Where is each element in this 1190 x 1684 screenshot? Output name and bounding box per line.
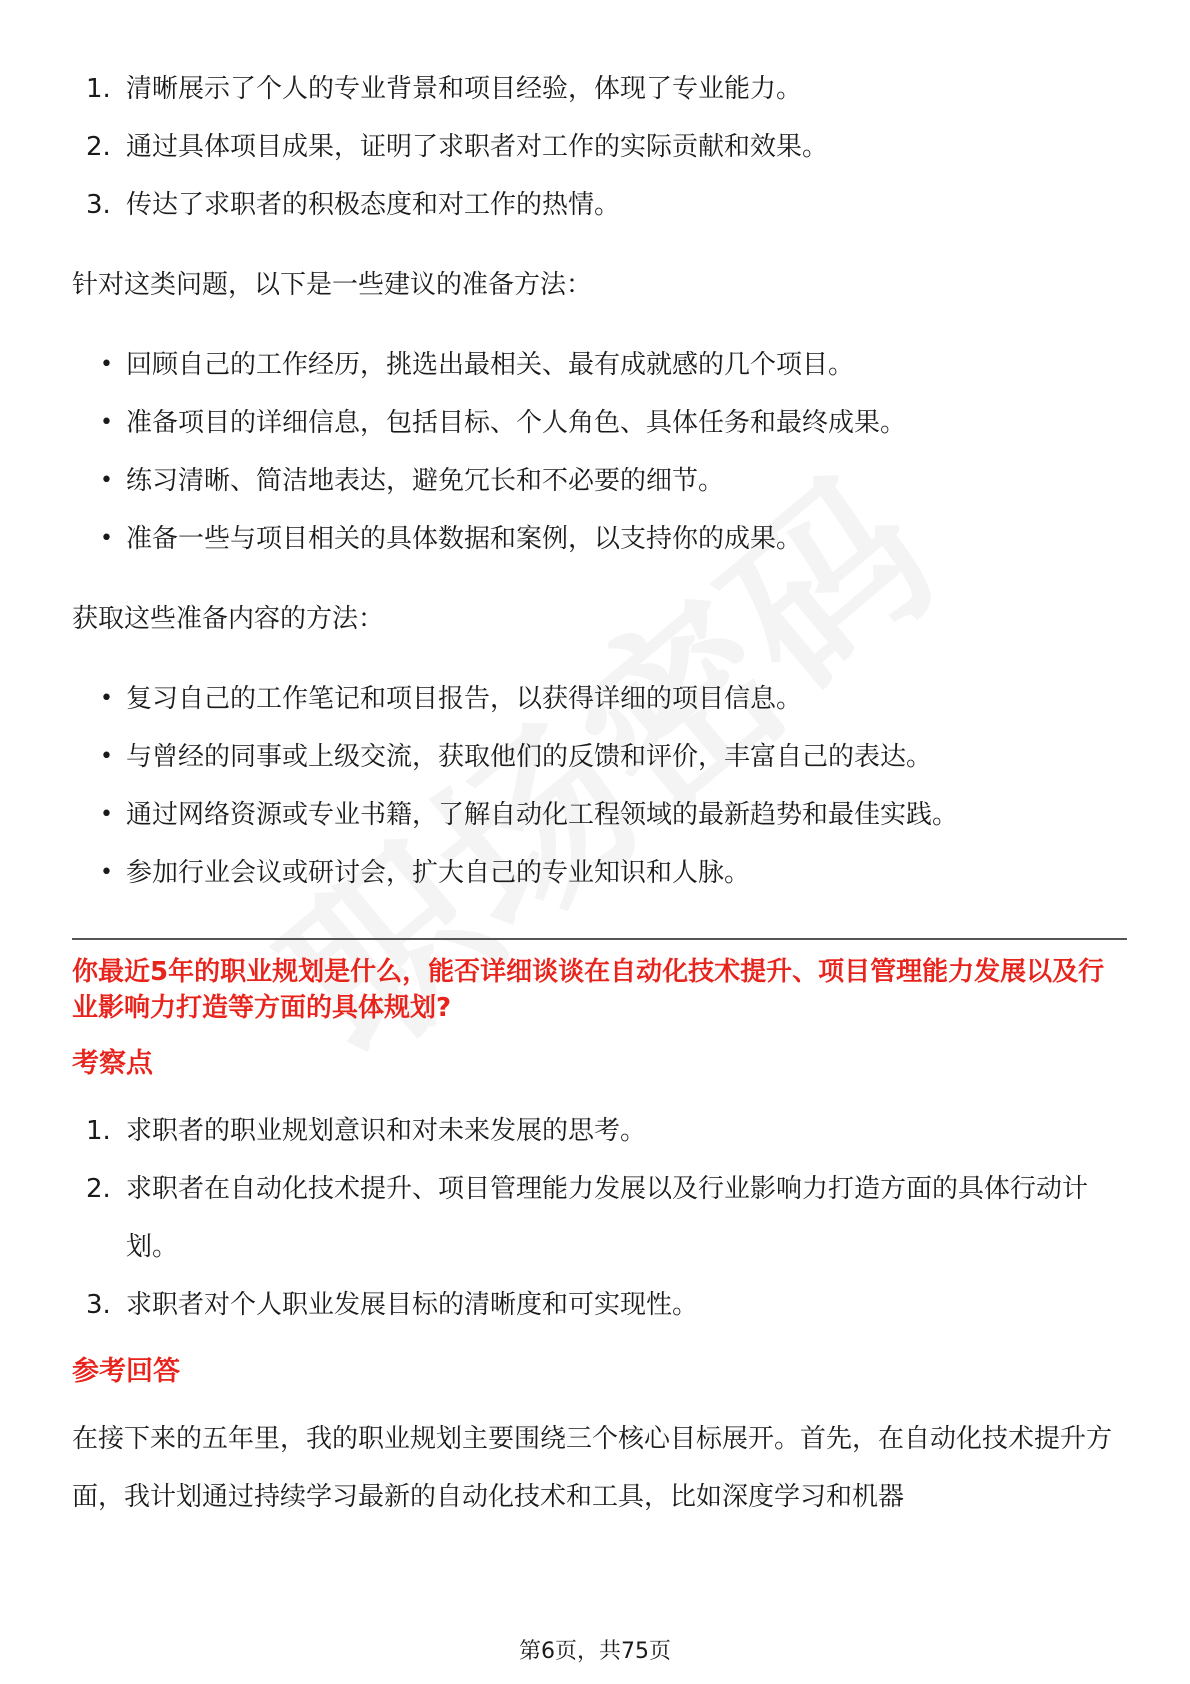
- list-item: [72, 60, 1127, 118]
- bullet-icon: •: [100, 468, 113, 493]
- intro-paragraph-1: 针对这类问题，以下是一些建议的准备方法：: [72, 270, 593, 300]
- page-content: [72, 60, 1127, 1526]
- list-item: [72, 1160, 1127, 1276]
- list-number: 2.: [86, 132, 111, 162]
- bullet-list-2: [72, 670, 1127, 902]
- list-item-text: 练习清晰、简洁地表达，避免冗长和不必要的细节。: [126, 466, 725, 496]
- list-item: [72, 728, 1127, 786]
- list-item-text: 清晰展示了个人的专业背景和项目经验，体现了专业能力。: [126, 74, 803, 104]
- list-number: 3.: [86, 190, 111, 220]
- list-number: 3.: [86, 1290, 111, 1320]
- interview-question: 你最近5年的职业规划是什么，能否详细谈谈在自动化技术提升、项目管理能力发展以及行业影响力打造等方面的具体规划?: [72, 957, 1105, 1023]
- list-item-text: 求职者在自动化技术提升、项目管理能力发展以及行业影响力打造方面的具体行动计划。: [126, 1174, 1089, 1262]
- list-item-text: 与曾经的同事或上级交流，获取他们的反馈和评价，丰富自己的表达。: [126, 742, 933, 772]
- bullet-icon: •: [100, 686, 113, 711]
- bullet-icon: •: [100, 744, 113, 769]
- list-item-text: 复习自己的工作笔记和项目报告，以获得详细的项目信息。: [126, 684, 803, 714]
- list-item: [72, 118, 1127, 176]
- list-item: [72, 844, 1127, 902]
- bullet-list-1: [72, 336, 1127, 568]
- list-item: [72, 176, 1127, 234]
- list-item-text: 通过具体项目成果，证明了求职者对工作的实际贡献和效果。: [126, 132, 829, 162]
- list-item: [72, 786, 1127, 844]
- list-item: [72, 452, 1127, 510]
- section-divider: [72, 938, 1127, 940]
- list-item: [72, 670, 1127, 728]
- list-item: [72, 510, 1127, 568]
- intro-paragraph-2: 获取这些准备内容的方法：: [72, 604, 385, 634]
- answer-paragraph: 在接下来的五年里，我的职业规划主要围绕三个核心目标展开。首先，在自动化技术提升方面，我计划通过持续学习最新的自动化技术和工具，比如深度学习和机器: [72, 1424, 1113, 1512]
- list-item-text: 传达了求职者的积极态度和对工作的热情。: [126, 190, 621, 220]
- list-item: [72, 1276, 1127, 1334]
- list-number: 2.: [86, 1174, 111, 1204]
- list-item-text: 通过网络资源或专业书籍，了解自动化工程领域的最新趋势和最佳实践。: [126, 800, 959, 830]
- page-footer: 第6页，共75页: [519, 1639, 671, 1664]
- list-number: 1.: [86, 74, 111, 104]
- numbered-list-2: [72, 1102, 1127, 1334]
- list-item: [72, 394, 1127, 452]
- list-item-text: 准备项目的详细信息，包括目标、个人角色、具体任务和最终成果。: [126, 408, 907, 438]
- bullet-icon: •: [100, 352, 113, 377]
- bullet-icon: •: [100, 410, 113, 435]
- list-item-text: 回顾自己的工作经历，挑选出最相关、最有成就感的几个项目。: [126, 350, 855, 380]
- list-item-text: 参加行业会议或研讨会，扩大自己的专业知识和人脉。: [126, 858, 751, 888]
- list-item-text: 准备一些与项目相关的具体数据和案例，以支持你的成果。: [126, 524, 803, 554]
- bullet-icon: •: [100, 860, 113, 885]
- bullet-icon: •: [100, 802, 113, 827]
- numbered-list-1: [72, 60, 1127, 234]
- section-heading-answer: 参考回答: [72, 1356, 180, 1387]
- section-heading-evaluation: 考察点: [72, 1048, 153, 1079]
- list-item: [72, 336, 1127, 394]
- list-item-text: 求职者对个人职业发展目标的清晰度和可实现性。: [126, 1290, 699, 1320]
- list-number: 1.: [86, 1116, 111, 1146]
- bullet-icon: •: [100, 526, 113, 551]
- list-item: [72, 1102, 1127, 1160]
- list-item-text: 求职者的职业规划意识和对未来发展的思考。: [126, 1116, 647, 1146]
